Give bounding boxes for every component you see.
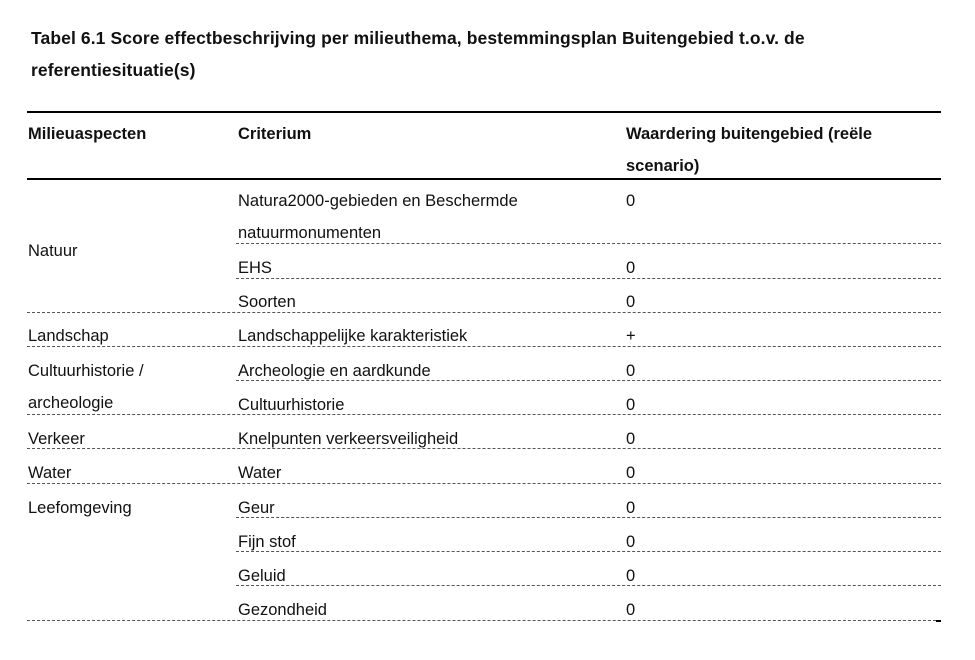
- aspect-leefomgeving: Leefomgeving: [28, 499, 132, 517]
- criterium-cultuurhistorie: Cultuurhistorie: [238, 396, 345, 414]
- row-divider: [236, 380, 941, 381]
- aspect-verkeer: Verkeer: [28, 430, 85, 448]
- criterium-landschappelijke-karakteristiek: Landschappelijke karakteristiek: [238, 327, 468, 345]
- criterium-knelpunten-verkeersveiligheid: Knelpunten verkeersveiligheid: [238, 430, 459, 448]
- aspect-water: Water: [28, 464, 72, 482]
- score-fijn-stof: 0: [626, 533, 636, 551]
- group-divider: [27, 346, 941, 347]
- row-divider: [236, 517, 941, 518]
- score-cultuurhistorie: 0: [626, 396, 636, 414]
- score-knelpunten-verkeersveiligheid: 0: [626, 430, 636, 448]
- group-divider: [27, 448, 941, 449]
- criterium-fijn-stof: Fijn stof: [238, 533, 296, 551]
- aspect-landschap: Landschap: [28, 327, 109, 345]
- score-ehs: 0: [626, 259, 636, 277]
- table-end-mark: [936, 620, 941, 622]
- score-natura2000: 0: [626, 192, 636, 210]
- header-criterium: Criterium: [238, 125, 312, 143]
- table-caption: Tabel 6.1 Score effectbeschrijving per milieuthema, bestemmingsplan Buitengebied t.o.v. de referentiesituatie(s): [31, 28, 805, 80]
- criterium-archeologie-aardkunde: Archeologie en aardkunde: [238, 362, 431, 380]
- score-archeologie-aardkunde: 0: [626, 362, 636, 380]
- criterium-gezondheid: Gezondheid: [238, 601, 327, 619]
- group-divider: [27, 414, 941, 415]
- criterium-water: Water: [238, 464, 282, 482]
- criterium-geluid: Geluid: [238, 567, 286, 585]
- table-bottom-rule: [27, 620, 941, 621]
- row-divider: [236, 278, 941, 279]
- criterium-soorten: Soorten: [238, 293, 296, 311]
- criterium-ehs: EHS: [238, 259, 272, 277]
- score-gezondheid: 0: [626, 601, 636, 619]
- aspect-natuur: Natuur: [28, 242, 78, 260]
- score-geluid: 0: [626, 567, 636, 585]
- criterium-natura2000: Natura2000-gebieden en Beschermde natuurmonumenten: [238, 192, 518, 242]
- criterium-geur: Geur: [238, 499, 275, 517]
- score-water: 0: [626, 464, 636, 482]
- score-landschappelijke-karakteristiek: +: [626, 327, 636, 345]
- row-divider: [236, 585, 941, 586]
- row-divider: [236, 551, 941, 552]
- header-waardering: Waardering buitengebied (reële scenario): [626, 125, 873, 175]
- header-milieuaspecten: Milieuaspecten: [28, 125, 147, 143]
- table-top-rule: [27, 111, 941, 113]
- group-divider: [27, 483, 941, 484]
- row-divider: [236, 243, 941, 244]
- group-divider: [27, 312, 941, 313]
- score-soorten: 0: [626, 293, 636, 311]
- score-geur: 0: [626, 499, 636, 517]
- aspect-cultuurhistorie: Cultuurhistorie / archeologie: [28, 362, 144, 412]
